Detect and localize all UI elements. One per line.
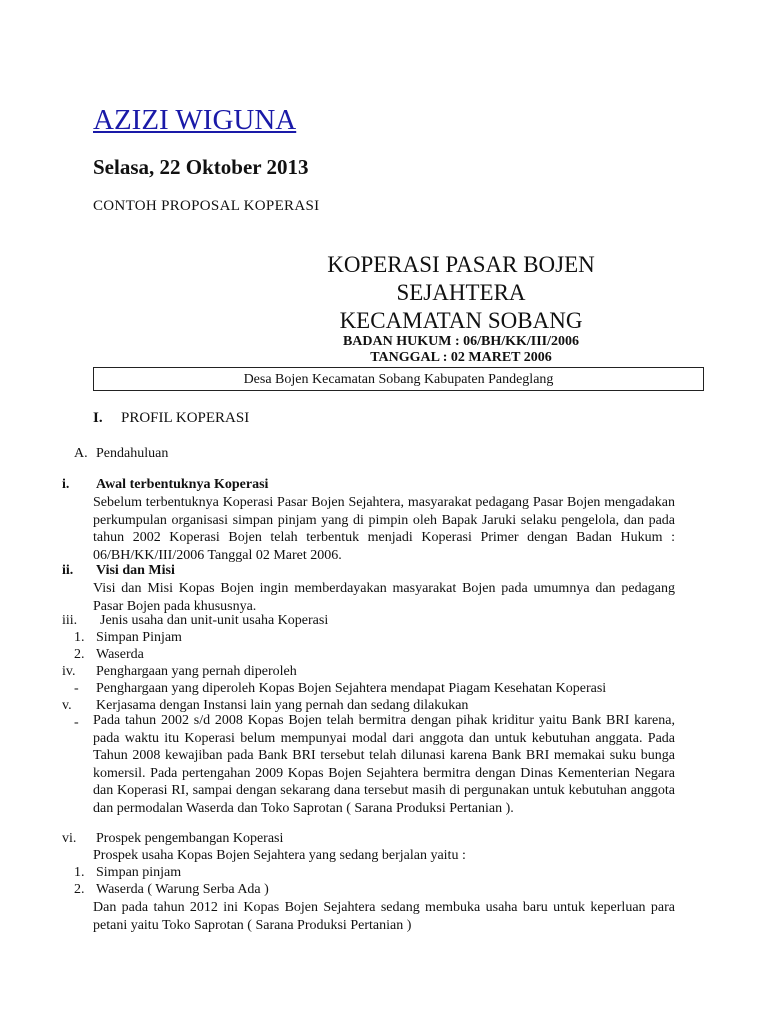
item-iv-title: Penghargaan yang pernah diperoleh xyxy=(96,664,297,679)
org-name-line2: SEJAHTERA xyxy=(396,280,526,305)
item-v-body: Pada tahun 2002 s/d 2008 Kopas Bojen telah bermitra dengan pihak kriditur yaitu Bank BRI karena, pada waktu itu Koperasi belum mempunyai modal dari anggota dan untuk kebutuhan anggata. Pada Tahun 2008 kewajiban pada Bank BRI tersebut telah dilunasi karena Bank BRI memakai suku bunga komersil. Pada pertengahan 2009 Kopas Bojen Sejahtera bermitra dengan Dinas Kementerian Negara dan Koperasi RI, sampai dengan sekarang dana tersebut masih di pergunakan untuk kebutuhan anggota dan permodalan Waserda dan Toko Saprotan ( Sarana Produksi Pertanian ). xyxy=(93,713,675,816)
section-number: I. xyxy=(93,410,103,426)
blog-title-link[interactable]: AZIZI WIGUNA xyxy=(93,104,297,136)
item-vi-intro: Prospek usaha Kopas Bojen Sejahtera yang sedang berjalan yaitu : xyxy=(93,848,466,863)
item-vi-body: Dan pada tahun 2012 ini Kopas Bojen Sejahtera sedang membuka usaha baru untuk keperluan para petani yaitu Toko Saprotan ( Sarana Produksi Pertanian ) xyxy=(93,900,675,933)
item-iv-body: Penghargaan yang diperoleh Kopas Bojen Sejahtera mendapat Piagam Kesehatan Koperasi xyxy=(96,681,607,696)
item-vi-list-num-1: 1. xyxy=(74,865,85,880)
item-iii-marker: iii. xyxy=(62,613,78,628)
post-title: CONTOH PROPOSAL KOPERASI xyxy=(93,198,320,214)
item-i-marker: i. xyxy=(62,477,70,492)
item-ii-marker: ii. xyxy=(62,563,74,578)
subsection-title: Pendahuluan xyxy=(96,446,169,461)
item-iii-list-2: Waserda xyxy=(96,647,144,662)
item-i-body: Sebelum terbentuknya Koperasi Pasar Bojen Sejahtera, masyarakat pedagang Pasar Bojen mengadakan perkumpulan organisasi simpan pinjam yang di pimpin oleh Bapak Jaruki selaku pengelola, dan pada tahun 2002 Koperasi Bojen telah terbentuk menjadi Koperasi Primer dengan Badan Hukum : 06/BH/KK/III/2006 Tanggal 02 Maret 2006. xyxy=(93,495,675,563)
item-vi-marker: vi. xyxy=(62,831,77,846)
section-title: PROFIL KOPERASI xyxy=(121,410,250,426)
org-legal-date: TANGGAL : 02 MARET 2006 xyxy=(370,350,552,365)
item-iii-list-1: Simpan Pinjam xyxy=(96,630,182,645)
item-v-dash: - xyxy=(74,715,79,730)
org-name-line1: KOPERASI PASAR BOJEN xyxy=(327,252,595,277)
item-ii-title: Visi dan Misi xyxy=(96,563,175,578)
post-date: Selasa, 22 Oktober 2013 xyxy=(93,155,309,179)
item-iv-dash: - xyxy=(74,681,79,696)
section-heading xyxy=(93,410,249,427)
item-v-marker: v. xyxy=(62,698,72,713)
org-legal: BADAN HUKUM : 06/BH/KK/III/2006 xyxy=(342,334,580,349)
item-iv-marker: iv. xyxy=(62,664,76,679)
item-vi-list-num-2: 2. xyxy=(74,882,85,897)
subsection-marker: A. xyxy=(74,446,88,461)
item-vi-list-2: Waserda ( Warung Serba Ada ) xyxy=(96,882,269,897)
item-i-title: Awal terbentuknya Koperasi xyxy=(96,477,269,492)
item-vi-title: Prospek pengembangan Koperasi xyxy=(96,831,284,846)
address-box: Desa Bojen Kecamatan Sobang Kabupaten Pandeglang xyxy=(93,367,704,391)
item-iii-title: Jenis usaha dan unit-unit usaha Koperasi xyxy=(100,613,329,628)
item-iii-list-num-2: 2. xyxy=(74,647,85,662)
item-v-title: Kerjasama dengan Instansi lain yang pernah dan sedang dilakukan xyxy=(96,698,469,713)
item-iii-list-num-1: 1. xyxy=(74,630,85,645)
item-ii-body: Visi dan Misi Kopas Bojen ingin memberdayakan masyarakat Bojen pada umumnya dan pedagang Pasar Bojen pada khususnya. xyxy=(93,581,675,614)
org-name-line3: KECAMATAN SOBANG xyxy=(339,308,583,333)
item-vi-list-1: Simpan pinjam xyxy=(96,865,182,880)
